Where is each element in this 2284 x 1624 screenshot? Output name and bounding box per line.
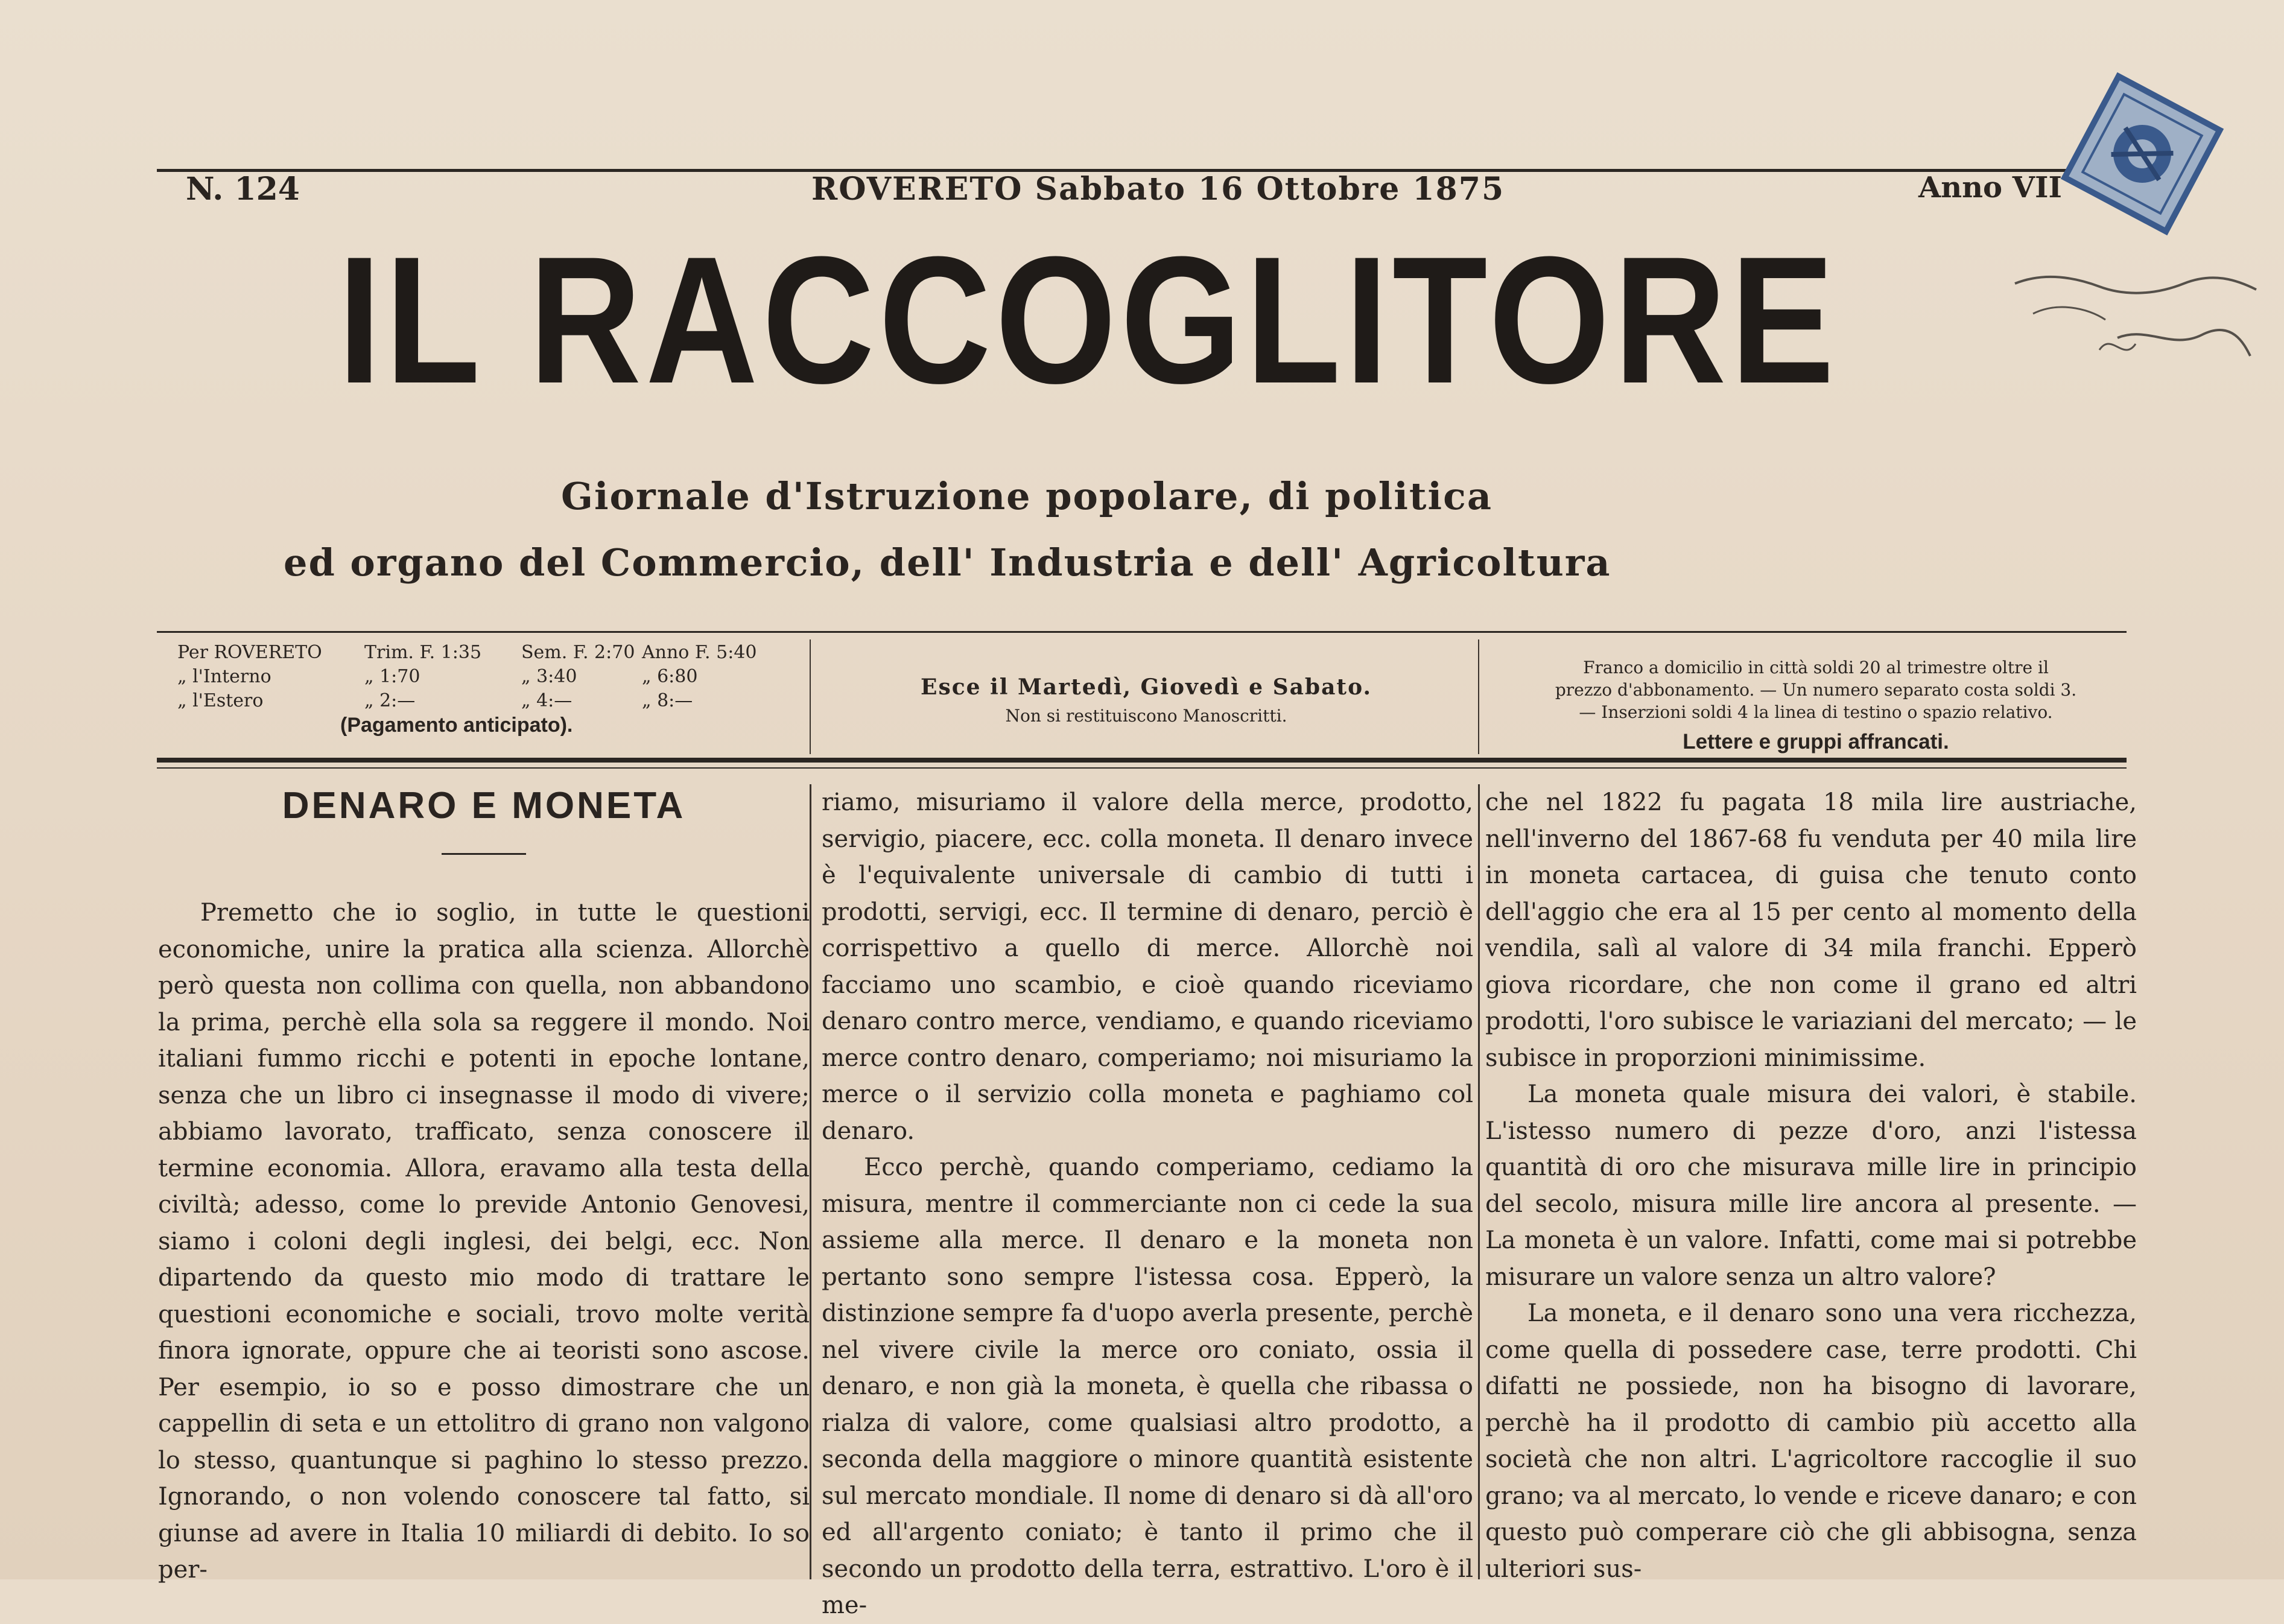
header-rule bbox=[157, 169, 2087, 172]
article-paragraph: che nel 1822 fu pagata 18 mila lire austriache, nell'inverno del 1867-68 fu venduta per 40 mila lire in moneta cartacea, di guisa che tenuto conto dell'aggio che era al 15 per cento al momento della vendila, salì al valore di 34 mila franchi. Epperò giova ricordare, che non come il grano ed altri prodotti, l'oro subisce le variaziani del mercato; — le subisce in proporzioni minimissime. bbox=[1485, 788, 2137, 1072]
issue-number: N. 124 bbox=[186, 171, 300, 208]
price-sem: „ 3:40 bbox=[521, 666, 577, 687]
price-row bbox=[177, 689, 793, 713]
info-bottom-rule-thin bbox=[157, 767, 2127, 769]
title-dash bbox=[442, 853, 526, 855]
payment-note: (Pagamento anticipato). bbox=[340, 714, 573, 737]
price-place: „ l'Estero bbox=[177, 690, 264, 711]
column-rule bbox=[1478, 784, 1480, 1579]
info-bottom-rule bbox=[157, 758, 2127, 763]
delivery-notice bbox=[1496, 656, 2136, 753]
article-paragraph: La moneta, e il denaro sono una vera ricchezza, come quella di possedere case, terre prodotti. Chi difatti ne possiede, non ha bisogno di lavorare, perchè ha il prodotto di cambio più accetto alla società che non altri. L'agricoltore raccoglie il suo grano; va al mercato, lo vende e riceve danaro; e con questo può comperare ciò che gli abbisogna, senza ulteriori sus- bbox=[1485, 1299, 2137, 1583]
price-row bbox=[177, 641, 793, 665]
subscription-prices bbox=[177, 641, 793, 737]
subtitle-line-1: Giornale d'Istruzione popolare, di politica bbox=[561, 474, 1493, 518]
price-anno: „ 6:80 bbox=[642, 666, 698, 687]
newspaper-title: IL RACCOGLITORE bbox=[338, 218, 1839, 421]
volume-year: Anno VII bbox=[1918, 171, 2062, 205]
price-sem: Sem. F. 2:70 bbox=[521, 642, 635, 663]
price-anno: „ 8:— bbox=[642, 690, 693, 711]
notice-line: prezzo d'abbonamento. — Un numero separato costa soldi 3. bbox=[1555, 680, 2077, 700]
dateline: ROVERETO Sabbato 16 Ottobre 1875 bbox=[811, 171, 1505, 208]
handwritten-signature-icon bbox=[2009, 259, 2262, 392]
manuscripts-note: Non si restituiscono Manoscritti. bbox=[1005, 706, 1287, 726]
price-anno: Anno F. 5:40 bbox=[642, 642, 757, 663]
price-sem: „ 4:— bbox=[521, 690, 573, 711]
column-rule bbox=[810, 784, 811, 1579]
notice-line: Franco a domicilio in città soldi 20 al trimestre oltre il bbox=[1583, 658, 2049, 677]
postage-stamp-icon bbox=[2043, 72, 2242, 235]
price-place: Per ROVERETO bbox=[177, 642, 322, 663]
article-paragraph: Premetto che io soglio, in tutte le questioni economiche, unire la pratica alla scienza. Allorchè però questa non collima con quella, non abbandono la prima, perchè ella sola sa reggere il mondo. Noi italiani fummo ricchi e potenti in epoche lontane, senza che un libro ci insegnasse il modo di vivere; abbiamo lavorato, trafficato, senza conoscere il termine economia. Allora, eravamo alla testa della civiltà; adesso, come lo previde Antonio Genovesi, siamo i coloni degli inglesi, dei belgi, ecc. Non dipartendo da questo mio modo di trattare le questioni economiche e sociali, trovo molte verità finora ignorate, oppure che ai teoristi sono ascose. Per esempio, io so e posso dimostrare che un cappellin di seta e un ettolitro di grano non valgono lo stesso, quantunque si paghino lo stesso prezzo. Ignorando, o non volendo conoscere tal fatto, si giunse ad avere in Italia 10 miliardi di debito. Io so per- bbox=[158, 899, 810, 1584]
price-place: „ l'Interno bbox=[177, 666, 271, 687]
letters-note: Lettere e gruppi affrancati. bbox=[1683, 730, 1949, 753]
price-trim: „ 2:— bbox=[364, 690, 416, 711]
info-top-rule bbox=[157, 631, 2127, 633]
subtitle-line-2: ed organo del Commercio, dell' Industria e dell' Agricoltura bbox=[284, 541, 1611, 585]
article-paragraph: riamo, misuriamo il valore della merce, prodotto, servigio, piacere, ecc. colla moneta. Il denaro invece è l'equivalente universale di cambio di tutti i prodotti, servigi, ecc. Il termine di denaro, perciò è corrispettivo a quello di merce. Allorchè noi facciamo uno scambio, e cioè quando riceviamo denaro contro merce, vendiamo, e quando riceviamo merce contro denaro, comperiamo; noi misuriamo la merce o il servizio colla moneta e paghiamo col denaro. bbox=[822, 788, 1473, 1145]
price-trim: „ 1:70 bbox=[364, 666, 420, 687]
publication-days: Esce il Martedì, Giovedì e Sabato. bbox=[921, 674, 1372, 700]
article-paragraph: La moneta quale misura dei valori, è stabile. L'istesso numero di pezze d'oro, anzi l'istessa quantità di oro che misurava mille lire in principio del secolo, misura mille lire ancora al presente. — La moneta è un valore. Infatti, come mai si potrebbe misurare un valore senza un altro valore? bbox=[1485, 1080, 2137, 1291]
price-trim: Trim. F. 1:35 bbox=[364, 642, 482, 663]
notice-line: — Inserzioni soldi 4 la linea di testino o spazio relativo. bbox=[1579, 702, 2053, 722]
info-divider bbox=[1478, 639, 1479, 754]
article-column-3 bbox=[1485, 784, 2137, 1583]
article-title: DENARO E MONETA bbox=[282, 785, 686, 826]
publication-schedule bbox=[814, 674, 1478, 726]
price-row bbox=[177, 665, 793, 689]
article-paragraph: Ecco perchè, quando comperiamo, cediamo la misura, mentre il commerciante non ci cede la sua assieme alla merce. Il denaro e la moneta non pertanto sono sempre l'istessa cosa. Epperò, la distinzione sempre fa d'uopo averla presente, perchè nel vivere civile la merce oro coniato, ossia il denaro, e non già la moneta, è quella che ribassa o rialza di valore, come qualsiasi altro prodotto, a seconda della maggiore o minore quantità esistente sul mercato mondiale. Il nome di denaro si dà all'oro ed all'argento coniato; è tanto il primo che il secondo un prodotto della terra, estrattivo. L'oro è il me- bbox=[822, 1153, 1473, 1619]
article-column-1 bbox=[158, 784, 810, 1584]
article-column-2 bbox=[822, 784, 1473, 1619]
info-divider bbox=[810, 639, 811, 754]
